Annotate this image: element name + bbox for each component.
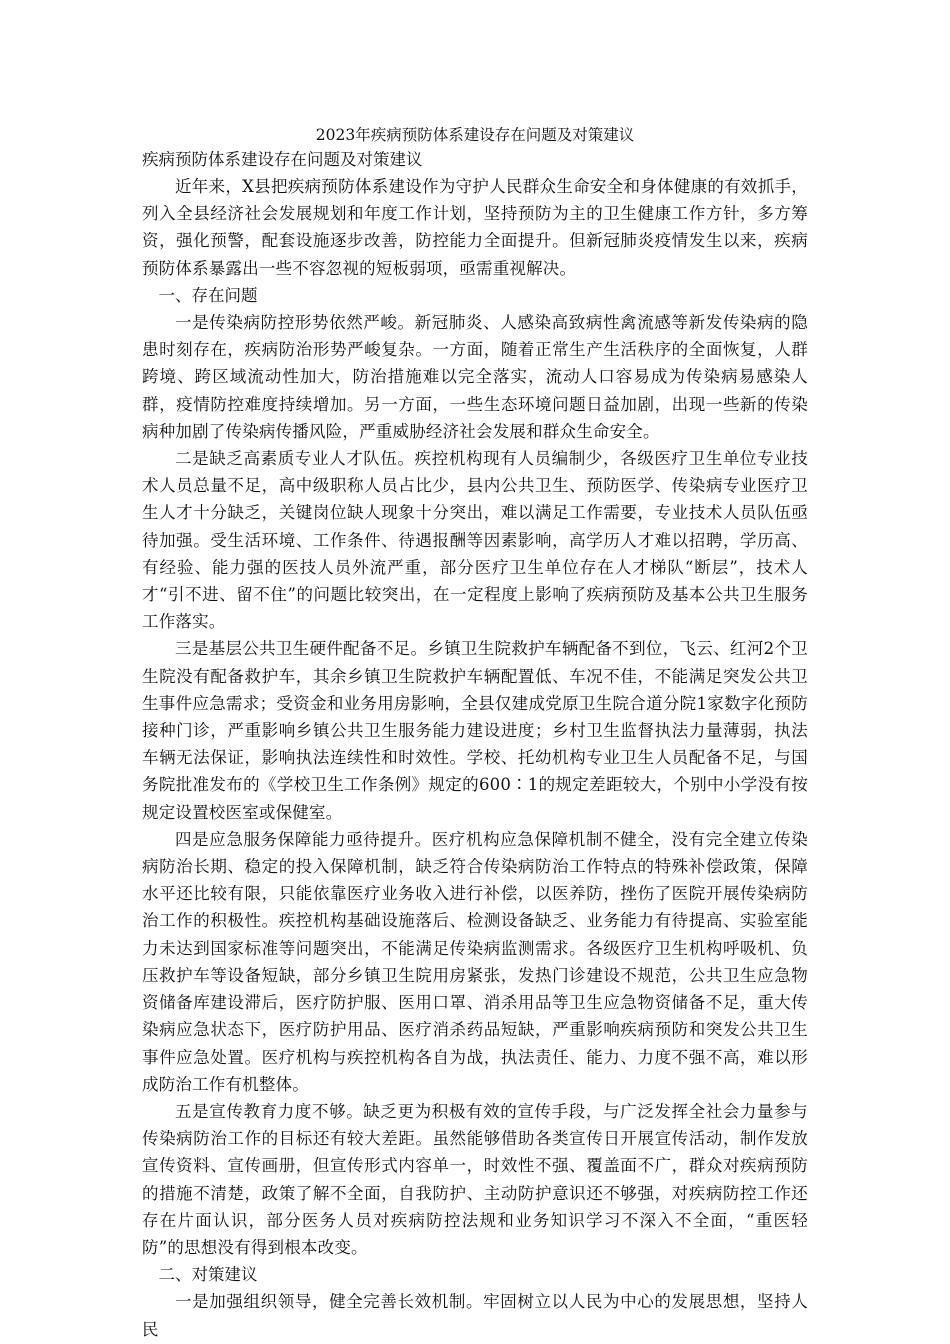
document-subtitle: 疾病预防体系建设存在问题及对策建议 <box>142 150 423 169</box>
suggestion-paragraph-1: 一是加强组织领导，健全完善长效机制。牢固树立以人民为中心的发展思想，坚持人民 <box>142 1292 808 1339</box>
section-heading-problems: 一、存在问题 <box>158 285 258 305</box>
intro-paragraph: 近年来，X县把疾病预防体系建设作为守护人民群众生命安全和身体健康的有效抓手，列入全县经济社会发展规划和年度工作计划，坚持预防为主的卫生健康工作方针，多方筹资，强化预警，配套设施逐步改善，防控能力全面提升。但新冠肺炎疫情发生以来，疾病预防体系暴露出一些不容忽视的短板弱项，亟需重视解决。 <box>142 177 808 278</box>
problem-paragraph-2: 二是缺乏高素质专业人才队伍。疾控机构现有人员编制少，各级医疗卫生单位专业技术人员总量不足，高中级职称人员占比少，县内公共卫生、预防医学、传染病专业医疗卫生人才十分缺乏，关键岗位缺人现象十分突出，难以满足工作需要，专业技术人员队伍亟待加强。受生活环境、工作条件、待遇报酬等因素影响，高学历人才难以招聘，学历高、有经验、能力强的医技人员外流严重，部分医疗卫生单位存在人才梯队“断层”，技术人才“引不进、留不住”的问题比较突出，在一定程度上影响了疾病预防及基本公共卫生服务工作落实。 <box>142 449 808 632</box>
problem-paragraph-5: 五是宣传教育力度不够。缺乏更为积极有效的宣传手段，与广泛发挥全社会力量参与传染病防治工作的目标还有较大差距。虽然能够借助各类宣传日开展宣传活动，制作发放宣传资料、宣传画册，但宣传形式内容单一，时效性不强、覆盖面不广，群众对疾病预防的措施不清楚，政策了解不全面，自我防护、主动防护意识还不够强，对疾病防控工作还存在片面认识，部分医务人员对疾病防控法规和业务知识学习不深入不全面，“重医轻防”的思想没有得到根本改变。 <box>142 1101 808 1257</box>
section-heading-suggestions: 二、对策建议 <box>158 1265 258 1285</box>
document-page <box>142 118 808 1344</box>
problem-paragraph-3: 三是基层公共卫生硬件配备不足。乡镇卫生院救护车辆配备不到位，飞云、红河2个卫生院没有配备救护车，其余乡镇卫生院救护车辆配置低、车况不佳，不能满足突发公共卫生事件应急需求；受资金和业务用房影响，全县仅建成党原卫生院合道分院1家数字化预防接种门诊，严重影响乡镇公共卫生服务能力建设进度；乡村卫生监督执法力量薄弱，执法车辆无法保证，影响执法连续性和时效性。学校、托幼机构专业卫生人员配备不足，与国务院批准发布的《学校卫生工作条例》规定的600∶1的规定差距较大，个别中小学没有按规定设置校医室或保健室。 <box>142 639 808 822</box>
document-title: 2023年疾病预防体系建设存在问题及对策建议 <box>315 126 635 144</box>
problem-paragraph-1: 一是传染病防控形势依然严峻。新冠肺炎、人感染高致病性禽流感等新发传染病的隐患时刻存在，疾病防治形势严峻复杂。一方面，随着正常生产生活秩序的全面恢复，人群跨境、跨区域流动性加大，防治措施难以完全落实，流动人口容易成为传染病易感染人群，疫情防控难度持续增加。另一方面，一些生态环境问题日益加剧，出现一些新的传染病种加剧了传染病传播风险，严重威胁经济社会发展和群众生命安全。 <box>142 313 808 441</box>
problem-paragraph-4: 四是应急服务保障能力亟待提升。医疗机构应急保障机制不健全，没有完全建立传染病防治长期、稳定的投入保障机制，缺乏符合传染病防治工作特点的特殊补偿政策，保障水平还比较有限，只能依靠医疗业务收入进行补偿，以医养防，挫伤了医院开展传染病防治工作的积极性。疾控机构基础设施落后、检测设备缺乏、业务能力有待提高、实验室能力未达到国家标准等问题突出，不能满足传染病监测需求。各级医疗卫生机构呼吸机、负压救护车等设备短缺，部分乡镇卫生院用房紧张，发热门诊建设不规范，公共卫生应急物资储备库建设滞后，医疗防护服、医用口罩、消杀用品等卫生应急物资储备不足，重大传染病应急状态下，医疗防护用品、医疗消杀药品短缺，严重影响疾病预防和突发公共卫生事件应急处置。医疗机构与疾控机构各自为战，执法责任、能力、力度不强不高，难以形成防治工作有机整体。 <box>142 829 808 1094</box>
